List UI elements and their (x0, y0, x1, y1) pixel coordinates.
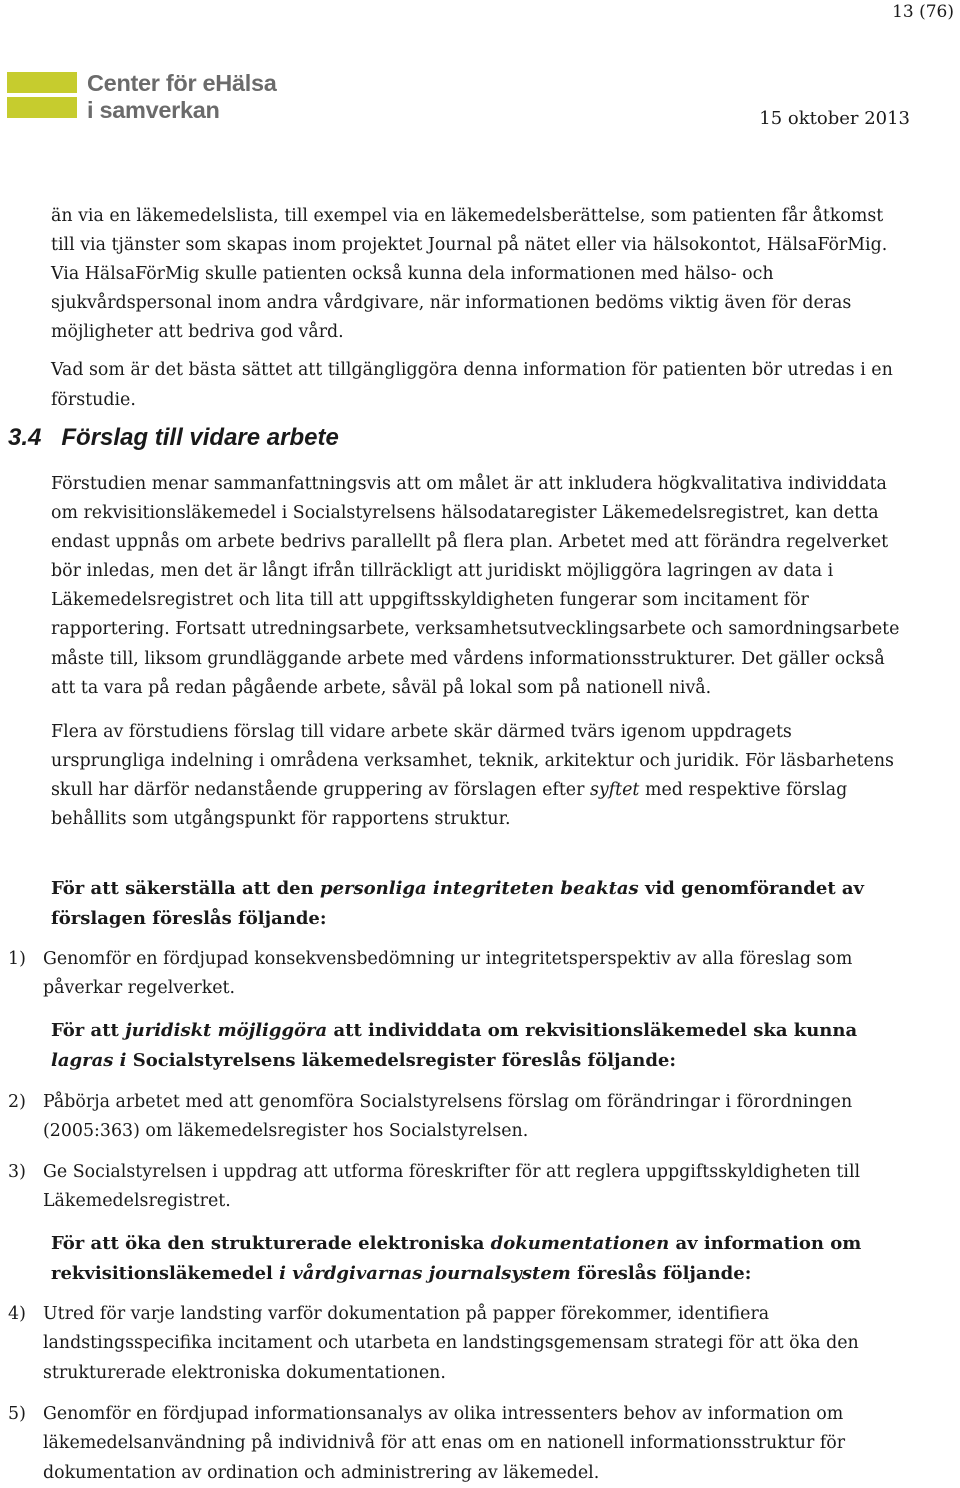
logo-bar-top (7, 72, 77, 93)
item-text: Påbörja arbetet med att genomföra Socialstyrelsens förslag om förändringar i förordningen (2005:363) om läkemedelsregister hos Socialstyrelsen. (43, 1092, 853, 1142)
logo-bar-bottom (7, 97, 77, 118)
paragraph: än via en läkemedelslista, till exempel via en läkemedelsberättelse, som patienten får åtkomst till via tjänster som skapas inom projektet Journal på nätet eller via hälsokontot, HälsaFörMig. Via HälsaFörMig skulle patienten också kunna dela informationen med hälso- och sjukvårdspersonal inom andra vårdgivare, när informationen bedöms viktig även för deras möjligheter att bedriva god vård. (51, 206, 888, 343)
item-number: 1) (8, 949, 26, 969)
organization-logo (7, 70, 277, 126)
paragraph: Vad som är det bästa sättet att tillgängliggöra denna information för patienten bör utredas i en förstudie. (51, 360, 893, 410)
list-item (8, 1400, 898, 1488)
document-date: 15 oktober 2013 (759, 108, 910, 129)
item-text: Genomför en fördjupad informationsanalys av olika intressenters behov av information om läkemedelsanvändning på individnivå för att enas om en nationell informationsstruktur för dokumentation av ordination och administrering av läkemedel. (43, 1404, 846, 1483)
section-number: 3.4 (8, 424, 42, 451)
list-item (8, 945, 898, 1004)
item-text: Ge Socialstyrelsen i uppdrag att utforma föreskrifter för att reglera uppgiftsskyldigheten till Läkemedelsregistret. (43, 1162, 861, 1212)
item-number: 2) (8, 1092, 26, 1112)
logo-text-line2: i samverkan (87, 97, 220, 123)
item-number: 5) (8, 1404, 26, 1424)
list-item (8, 1300, 898, 1388)
list-item (8, 1088, 898, 1147)
page-number: 13 (76) (892, 2, 954, 22)
section-body (51, 470, 901, 834)
group-heading-documentation: För att öka den strukturerade elektroniska dokumentationen av information om rekvisitionsläkemedel i vårdgivarnas journalsystem föreslås följande: (51, 1233, 862, 1284)
list-item (8, 1158, 898, 1217)
item-text: Genomför en fördjupad konsekvensbedömning ur integritetsperspektiv av alla föreslag som påverkar regelverket. (43, 949, 853, 999)
group-heading-integrity: För att säkerställa att den personliga integriteten beaktas vid genomförandet av förslagen föreslås följande: (51, 878, 865, 929)
intro-text (51, 202, 901, 415)
logo-text-line1: Center för eHälsa (87, 70, 277, 96)
paragraph: Flera av förstudiens förslag till vidare arbete skär därmed tvärs igenom uppdragets ursprungliga indelning i områdena verksamhet, teknik, arkitektur och juridik. För läsbarhetens skull har därför nedanstående gruppering av förslagen efter syftet med respektive förslag behållits som utgångspunkt för rapportens struktur. (51, 721, 894, 830)
section-title: Förslag till vidare arbete (61, 424, 339, 451)
paragraph: Förstudien menar sammanfattningsvis att om målet är att inkludera högkvalitativa individdata om rekvisitionsläkemedel i Socialstyrelsens hälsodataregister Läkemedelsregistret, kan detta endast uppnås om arbete bedrivs parallellt på flera plan. Arbetet med att förändra regelverket bör inledas, men det är långt ifrån tillräckligt att juridiskt möjliggöra lagringen av data i Läkemedelsregistret och lita till att uppgiftsskyldigheten fungerar som incitament för rapportering. Fortsatt utredningsarbete, verksamhetsutvecklingsarbete och samordningsarbete måste till, liksom grundläggande arbete med vårdens informationsstrukturer. Det gäller också att ta vara på redan pågående arbete, såväl på lokal som på nationell nivå. (51, 474, 900, 698)
item-text: Utred för varje landsting varför dokumentation på papper förekommer, identifiera landstingsspecifika incitament och utarbeta en landstingsgemensam strategi för att öka den strukturerade elektroniska dokumentationen. (43, 1304, 859, 1383)
item-number: 3) (8, 1162, 26, 1182)
section-heading (8, 424, 339, 452)
group-heading-legal: För att juridiskt möjliggöra att individdata om rekvisitionsläkemedel ska kunna lagras i Socialstyrelsens läkemedelsregister föreslås följande: (51, 1020, 858, 1071)
item-number: 4) (8, 1304, 26, 1324)
